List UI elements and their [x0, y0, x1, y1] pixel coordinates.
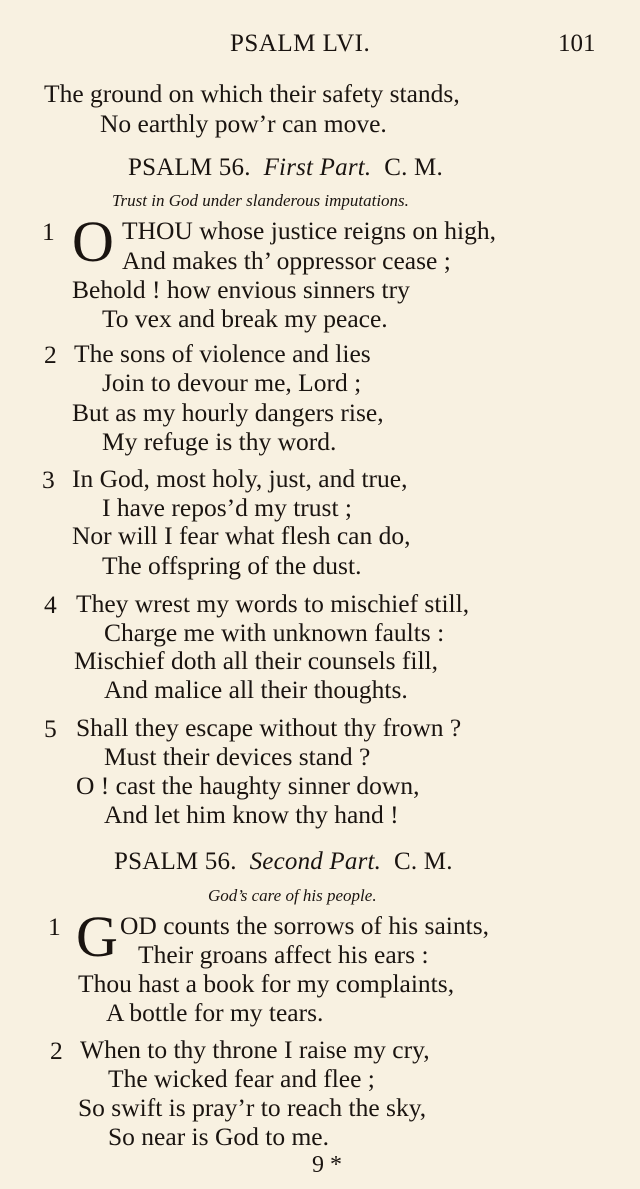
verse-line: To vex and break my peace. — [102, 304, 388, 333]
part2-subtitle: God’s care of his people. — [208, 886, 377, 905]
verse-line: Charge me with unknown faults : — [104, 618, 445, 647]
stanza-number: 5 — [44, 714, 57, 743]
verse-line: In God, most holy, just, and true, — [72, 464, 408, 493]
verse-line: Join to devour me, Lord ; — [102, 368, 362, 397]
verse-line: I have repos’d my trust ; — [102, 493, 352, 522]
verse-line: THOU whose justice reigns on high, — [122, 216, 496, 245]
verse-line: The wicked fear and flee ; — [108, 1064, 375, 1093]
verse-line: My refuge is thy word. — [102, 427, 337, 456]
verse-line: But as my hourly dangers rise, — [72, 398, 384, 427]
stanza-number: 2 — [44, 340, 57, 369]
part1-heading-part: First Part. — [263, 154, 372, 181]
part1-heading-psalm: PSALM 56. — [128, 154, 251, 181]
part1-heading-meter: C. M. — [384, 154, 443, 181]
stanza-number: 3 — [42, 465, 55, 494]
stanza-number: 4 — [44, 590, 57, 619]
drop-cap-initial: O — [72, 209, 114, 274]
verse-line: Must their devices stand ? — [104, 742, 371, 771]
verse-line: Behold ! how envious sinners try — [72, 275, 410, 304]
page-number: 101 — [558, 30, 596, 57]
verse-line: Nor will I fear what flesh can do, — [72, 521, 411, 550]
verse-line: When to thy throne I raise my cry, — [80, 1035, 430, 1064]
part2-heading — [114, 848, 453, 876]
verse-line: The offspring of the dust. — [102, 551, 362, 580]
verse-line: And makes th’ oppressor cease ; — [122, 246, 451, 275]
verse-line: So swift is pray’r to reach the sky, — [78, 1093, 427, 1122]
stanza-number: 1 — [42, 217, 55, 246]
verse-line: So near is God to me. — [108, 1122, 329, 1151]
verse-line: Their groans affect his ears : — [138, 940, 429, 969]
part1-subtitle: Trust in God under slanderous imputations. — [112, 191, 409, 210]
part1-heading — [128, 154, 443, 182]
part2-heading-part: Second Part. — [249, 848, 382, 875]
part2-heading-psalm: PSALM 56. — [114, 848, 237, 875]
stanza-number: 2 — [50, 1036, 63, 1065]
drop-cap-initial: G — [76, 904, 118, 969]
verse-line: And malice all their thoughts. — [104, 675, 408, 704]
verse-line: The sons of violence and lies — [74, 339, 371, 368]
verse-line: O ! cast the haughty sinner down, — [76, 771, 420, 800]
verse-line: They wrest my words to mischief still, — [76, 589, 470, 618]
verse-line: A bottle for my tears. — [106, 998, 324, 1027]
part2-heading-meter: C. M. — [394, 848, 453, 875]
verse-line: Mischief doth all their counsels fill, — [74, 646, 439, 675]
carryover-line: The ground on which their safety stands, — [44, 79, 460, 108]
verse-line: Shall they escape without thy frown ? — [76, 713, 462, 742]
verse-line: Thou hast a book for my complaints, — [78, 969, 455, 998]
verse-line: OD counts the sorrows of his saints, — [120, 911, 490, 940]
carryover-line: No earthly pow’r can move. — [100, 109, 387, 138]
stanza-number: 1 — [48, 912, 61, 941]
verse-line: And let him know thy hand ! — [104, 800, 399, 829]
running-header-title: PSALM LVI. — [230, 30, 371, 57]
signature-mark: 9 * — [312, 1152, 342, 1178]
